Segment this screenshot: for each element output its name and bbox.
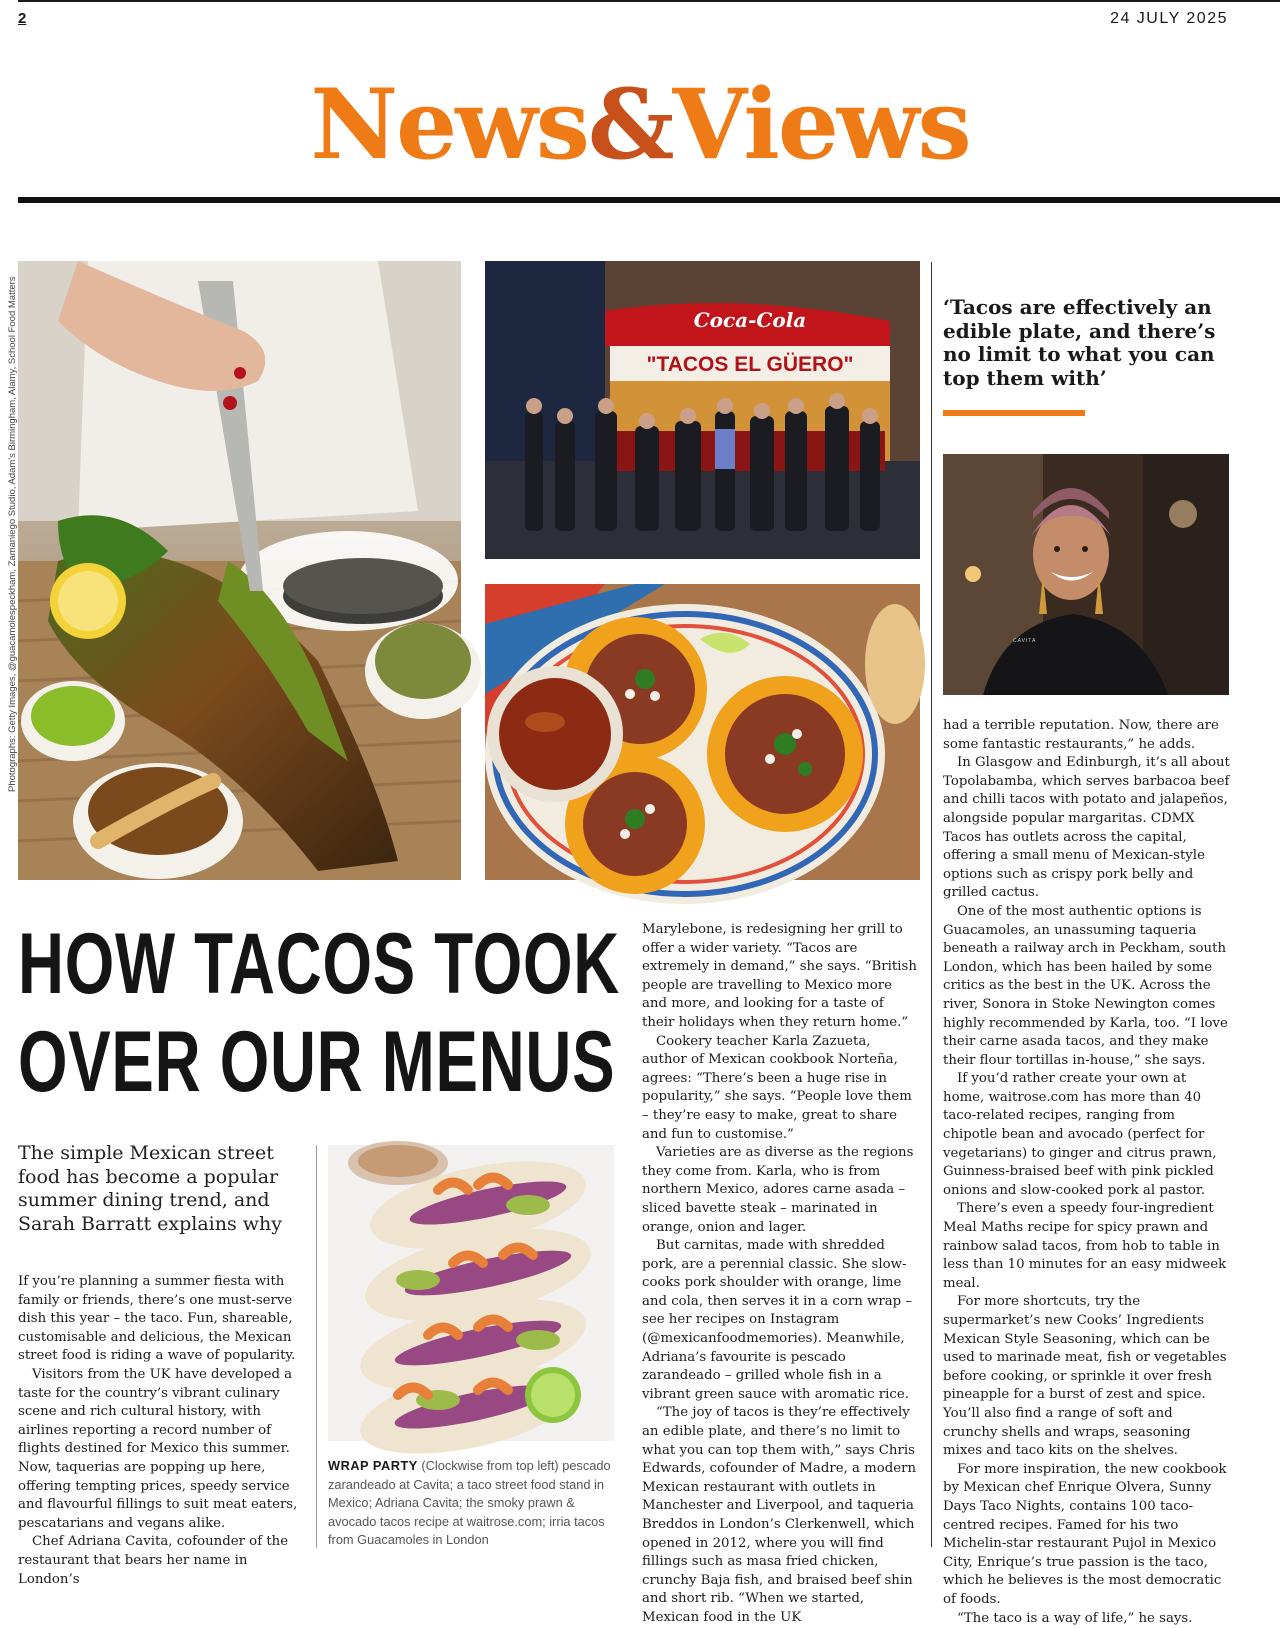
photo-credit-text: Photographs: Getty Images, @guacamolespeckham, Zamaniego Studio, Adam's Birmingham, Alamy, School Food Matters xyxy=(7,276,18,792)
body-column-3 xyxy=(943,717,1230,1548)
paragraph: In Glasgow and Edinburgh, it’s all about Topolabamba, which serves barbacoa beef and chilli tacos with potato and jalapeños, alongside popular margaritas. CDMX Tacos has outlets across the capital, offering a small menu of Mexican-style options such as crispy pork belly and grilled cactus. xyxy=(943,754,1230,903)
paragraph: had a terrible reputation. Now, there are some fantastic restaurants,” he adds. xyxy=(943,717,1230,754)
pull-quote-accent-bar xyxy=(943,410,1085,416)
tacos-plate-illustration xyxy=(485,584,920,880)
paragraph: Visitors from the UK have developed a taste for the country’s vibrant culinary scene and rich cultural history, with airlines reporting a record number of flights destined for Mexico this summer. Now, taquerias are popping up here, offering tempting prices, speedy service and flavourful fillings to suit meat eaters, pescatarians and vegans alike. xyxy=(18,1366,304,1533)
top-rule xyxy=(18,0,1280,2)
caption-text: (Clockwise from top left) pescado zarandeado at Cavita; a taco street food stand in Mexico; Adriana Cavita; the smoky prawn & avocado tacos recipe at waitrose.com; irria tacos from Guacamoles in London xyxy=(328,1458,611,1547)
chef-portrait-illustration xyxy=(943,454,1229,695)
photo-credit xyxy=(0,262,14,792)
photo-taco-stand xyxy=(485,261,920,559)
coca-cola-sign: Coca-Cola xyxy=(694,308,807,332)
prawn-tacos-illustration xyxy=(328,1145,614,1441)
photo-caption xyxy=(328,1457,618,1550)
pull-quote: ‘Tacos are effectively an edible plate, and there’s no limit to what you can top them with’ xyxy=(943,296,1233,390)
paragraph: Cookery teacher Karla Zazueta, author of Mexican cookbook Norteña, agrees: “There’s been a huge rise in popularity,” she says. “People love them – they’re easy to make, great to share and fun to customise.” xyxy=(642,1033,918,1145)
masthead-rule xyxy=(18,197,1280,203)
chef-jacket-label: CAVITA xyxy=(1013,638,1036,644)
headline-line-2: OVER OUR MENUS xyxy=(18,1013,432,1111)
paragraph: But carnitas, made with shredded pork, are a perennial classic. She slow-cooks pork shoulder with orange, lime and cola, then serves it in a corn wrap – see her recipes on Instagram (@mexicanfoodmemories). Meanwhile, Adriana’s favourite is pescado zarandeado – grilled whole fish in a vibrant green sauce with aromatic rice. xyxy=(642,1237,918,1404)
paragraph: “The joy of tacos is they’re effectively an edible plate, and there’s no limit to what you can top them with,” says Chris Edwards, cofounder of Madre, a modern Mexican restaurant with outlets in Manchester and Liverpool, and taqueria Breddos in London’s Clerkenwell, which opened in 2012, where you will find fillings such as masa fried chicken, crunchy Baja fish, and braised beef shin and short rib. “When we started, Mexican food in the UK xyxy=(642,1404,918,1627)
photo-adriana-cavita xyxy=(943,454,1229,695)
fish-dish-illustration xyxy=(18,261,461,880)
page-number: 2 xyxy=(18,10,26,27)
masthead-word-views: Views xyxy=(673,68,970,181)
paragraph: Varieties are as diverse as the regions they come from. Karla, who is from northern Mexico, adores carne asada – sliced bavette steak – marinated in orange, onion and lager. xyxy=(642,1144,918,1237)
article-headline xyxy=(18,915,432,1111)
body-column-2 xyxy=(642,921,918,1548)
masthead-word-news: News xyxy=(310,68,588,181)
body-column-1 xyxy=(18,1273,304,1548)
photo-pescado-zarandeado xyxy=(18,261,461,880)
column-rule xyxy=(316,1145,317,1548)
column-rule xyxy=(931,262,932,1547)
paragraph: Marylebone, is redesigning her grill to offer a wider variety. “Tacos are extremely in demand,” she says. “British people are travelling to Mexico more and more, and looking for a taste of their holidays when they return home.” xyxy=(642,921,918,1033)
paragraph: If you’re planning a summer fiesta with family or friends, there’s one must-serve dish this year – the taco. Fun, shareable, customisable and delicious, the Mexican street food is riding a wave of popularity. xyxy=(18,1273,304,1366)
photo-prawn-avocado-tacos xyxy=(328,1145,614,1441)
paragraph: For more inspiration, the new cookbook by Mexican chef Enrique Olvera, Sunny Days Taco Nights, contains 100 taco-centred recipes. Famed for his two Michelin-star restaurant Pujol in Mexico City, Enrique’s true passion is the taco, which he believes is the most democratic of foods. xyxy=(943,1461,1230,1610)
masthead-ampersand: & xyxy=(588,68,673,181)
paragraph: If you’d rather create your own at home, waitrose.com has more than 40 taco-related recipes, ranging from chipotle bean and avocado (perfect for vegetarians) to ginger and citrus prawn, Guinness-braised beef with pink pickled onions and slow-cooked pork al pastor. xyxy=(943,1070,1230,1200)
caption-label: WRAP PARTY xyxy=(328,1458,418,1473)
headline-line-1: HOW TACOS TOOK xyxy=(18,915,432,1013)
standfirst: The simple Mexican street food has become a popular summer dining trend, and Sarah Barratt explains why xyxy=(18,1142,310,1236)
street-stall-illustration xyxy=(485,261,920,559)
paragraph: One of the most authentic options is Guacamoles, an unassuming taqueria beneath a railway arch in Peckham, south London, which has been hailed by some critics as the best in the UK. Across the river, Sonora in Stoke Newington comes highly recommended by Karla, too. “I love their carne asada tacos, and they make their flour tortillas in-house,” she says. xyxy=(943,903,1230,1070)
paragraph: Chef Adriana Cavita, cofounder of the restaurant that bears her name in London’s xyxy=(18,1533,304,1589)
paragraph: For more shortcuts, try the supermarket’s new Cooks’ Ingredients Mexican Style Seasoning, which can be used to marinade meat, fish or vegetables before cooking, or sprinkle it over fresh pineapple for a burst of zest and spice. You’ll also find a range of soft and crunchy shells and wraps, seasoning mixes and taco kits on the shelves. xyxy=(943,1293,1230,1460)
photo-birria-tacos xyxy=(485,584,920,880)
paragraph: There’s even a speedy four-ingredient Meal Maths recipe for spicy prawn and rainbow salad tacos, from hob to table in less than 10 minutes for an easy midweek meal. xyxy=(943,1200,1230,1293)
paragraph: “The taco is a way of life,” he says. xyxy=(943,1610,1230,1628)
tacos-el-guero-sign: "TACOS EL GÜERO" xyxy=(647,353,854,376)
issue-date: 24 JULY 2025 xyxy=(1110,10,1228,28)
section-masthead xyxy=(0,70,1280,180)
